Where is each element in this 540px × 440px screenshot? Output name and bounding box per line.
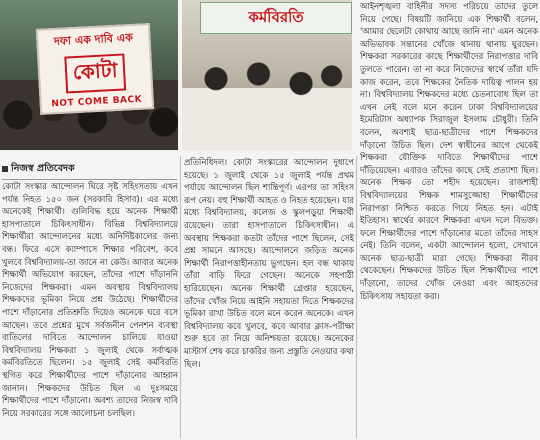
placard-middle-text: কোটা: [64, 53, 126, 93]
protest-photo: [0, 0, 178, 150]
banner-text: কর্মবিরতি: [248, 7, 304, 26]
work-stoppage-photo: [182, 0, 352, 150]
article-column-2: [184, 156, 354, 438]
work-stoppage-banner: [200, 2, 352, 34]
article-column-1: [2, 180, 178, 438]
byline: [2, 162, 177, 180]
byline-text: নিজস্ব প্রতিবেদক: [11, 163, 75, 174]
protest-placard: [36, 23, 154, 115]
column-divider: [356, 156, 357, 438]
placard-top-text: দফা এক দাবি এক: [53, 30, 134, 49]
column-2-text: প্রতিনিধিদল। কোটা সংস্কারের আন্দোলন দুধাপে হয়েছে। ১ জুলাই থেকে ১৫ জুলাই পর্যন্ত প্রথম পর্যায়ে আন্দোলন ছিল শান্তিপূর্ণ। এরপর তা সহিংস রূপ নেয়। বহু শিক্ষার্থী আহত ও নিহত হয়েছেন। যার মধ্যে বিশ্ববিদ্যালয়, কলেজ ও স্কুলপড়ুয়া শিক্ষার্থী রয়েছেন। তারা হাসপাতালে চিকিৎসাধীন। এ অবস্থায় শিক্ষকরা কতটা তাঁদের পাশে ছিলেন, সেই প্রশ্ন সামনে আসছে। আন্দোলনে জড়িত অনেক শিক্ষার্থী নিরাপত্তাহীনতায় ভুগছেন। হল বন্ধ থাকায় তাঁরা বাড়ি ফিরে গেছেন। অনেকে সহপাঠী হারিয়েছেন। অনেক শিক্ষার্থী গ্রেপ্তার হয়েছেন, তাঁদের খোঁজ নিয়ে আইনি সহায়তা দিতে শিক্ষকদের ভূমিকা রাখা উচিত বলে মনে করেন অনেকে। এখন বিশ্ববিদ্যালয় কবে খুলবে, কবে আবার ক্লাস-পরীক্ষা শুরু হবে তা নিয়ে অনিশ্চয়তা রয়েছে। অনেকের মাস্টার্স শেষ করে চাকরির জন্য প্রস্তুতি নেওয়ার কথা ছিল।: [184, 157, 354, 369]
byline-square-icon: [2, 166, 8, 172]
column-divider: [180, 156, 181, 438]
teachers-silhouette: [182, 55, 352, 150]
column-1-text: কোটা সংস্কার আন্দোলন ঘিরে সৃষ্ট সহিংসতায় এখন পর্যন্ত নিহত ১৫০ জন (সরকারি হিসাব)। এর মধ্যে অনেকেই শিক্ষার্থী। গুলিবিদ্ধ হয়ে অনেক শিক্ষার্থী হাসপাতালে চিকিৎসাধীন। বিভিন্ন বিশ্ববিদ্যালয়ে শিক্ষার্থীরা আন্দোলনের মধ্যে অনির্দিষ্টকালের জন্য বন্ধ। ফিরে এসে ক্যাম্পাসে শিক্ষার পরিবেশ, কবে খুলবে বিশ্ববিদ্যালয়-তা জানে না কেউ। আবার অনেক শিক্ষার্থী অভিযোগ করছেন, তাঁদের পাশে দাঁড়াননি নিজেদের শিক্ষকরা। এমন অবস্থায় বিশ্ববিদ্যালয় শিক্ষকদের ভূমিকা নিয়ে প্রশ্ন উঠেছে। শিক্ষার্থীদের পাশে দাঁড়ানোর প্রতিশ্রুতি দিয়েও অনেকে ঘরে বসে আছেন। তবে প্রশ্নের মুখে সর্বজনীন পেনশন ব্যবস্থা বাতিলের দাবিতে আন্দোলন চালিয়ে যাওয়া বিশ্ববিদ্যালয় শিক্ষকরা ১ জুলাই থেকে সর্বাত্মক কর্মবিরতিতে ছিলেন। ১৫ জুলাই সেই কর্মবিরতি স্থগিত করে শিক্ষার্থীদের পাশে দাঁড়ানোর আহ্বান জানান। শিক্ষকদের উচিত ছিল এ দুঃসময়ে শিক্ষার্থীদের পাশে দাঁড়ানো। অবশ্য তাদের নিজস্ব দাবি নিয়ে সরকারের সঙ্গে আলোচনা চলছিল।: [2, 181, 178, 418]
placard-bottom-text: NOT COME BACK: [51, 94, 143, 110]
column-3-text: আইনশৃঙ্খলা বাহিনীর সদস্য পরিচয়ে তাদের তুলে নিয়ে গেছে। বিষয়টি জানিয়ে এক শিক্ষার্থী বলেন, 'আমার ছেলেটা কোথায় আছে জানি না।' এমন অনেক অভিভাবক সন্তানের খোঁজে থানায় থানায় ঘুরছেন। শিক্ষকরা সরকারের কাছে শিক্ষার্থীদের নিরাপত্তার দাবি তুলতে পারেন। তা না করে নিজেদের স্বার্থে তাঁরা যদি কাজ করেন, তবে শিক্ষকের নৈতিক দায়িত্ব পালন হয় না। বিশ্ববিদ্যালয় শিক্ষকদের মধ্যে চেতনাবোধ ছিল তা এখন নেই বলে মনে করেন ঢাকা বিশ্ববিদ্যালয়ের ইমেরিটাস অধ্যাপক সিরাজুল ইসলাম চৌধুরী। তিনি বলেন, অবশ্যই ছাত্র-ছাত্রীদের পাশে শিক্ষকদের দাঁড়ানো উচিত ছিল। দেশ স্বাধীনের আগে থেকেই শিক্ষকরা যৌক্তিক দাবিতে শিক্ষার্থীদের পাশে দাঁড়িয়েছেন। এবারও তাঁদের কাছে সেই প্রত্যাশা ছিল। অনেক শিক্ষক তো শহীদ হয়েছেন। রাজশাহী বিশ্ববিদ্যালয়ের শিক্ষক শামসুজ্জোহা শিক্ষার্থীদের নিরাপত্তা নিশ্চিত করতে গিয়ে নিহত হন। এটাই ইতিহাস। স্বার্থের কারণে শিক্ষকরা এখন দলে বিভক্ত। ফলে শিক্ষার্থীদের পাশে দাঁড়ানোর মতো তাঁদের সাহস নেই। তিনি বলেন, একটা আন্দোলন হলো, সেখানে অনেক ছাত্র-ছাত্রী মারা গেছে। শিক্ষকরা নীরব থেকেছেন। শিক্ষকদের উচিত ছিল শিক্ষার্থীদের পাশে দাঁড়ানো, তাদের খোঁজ নেওয়া এবং আহতদের চিকিৎসায় সহায়তা করা।: [360, 1, 538, 301]
article-column-3: [360, 0, 538, 438]
